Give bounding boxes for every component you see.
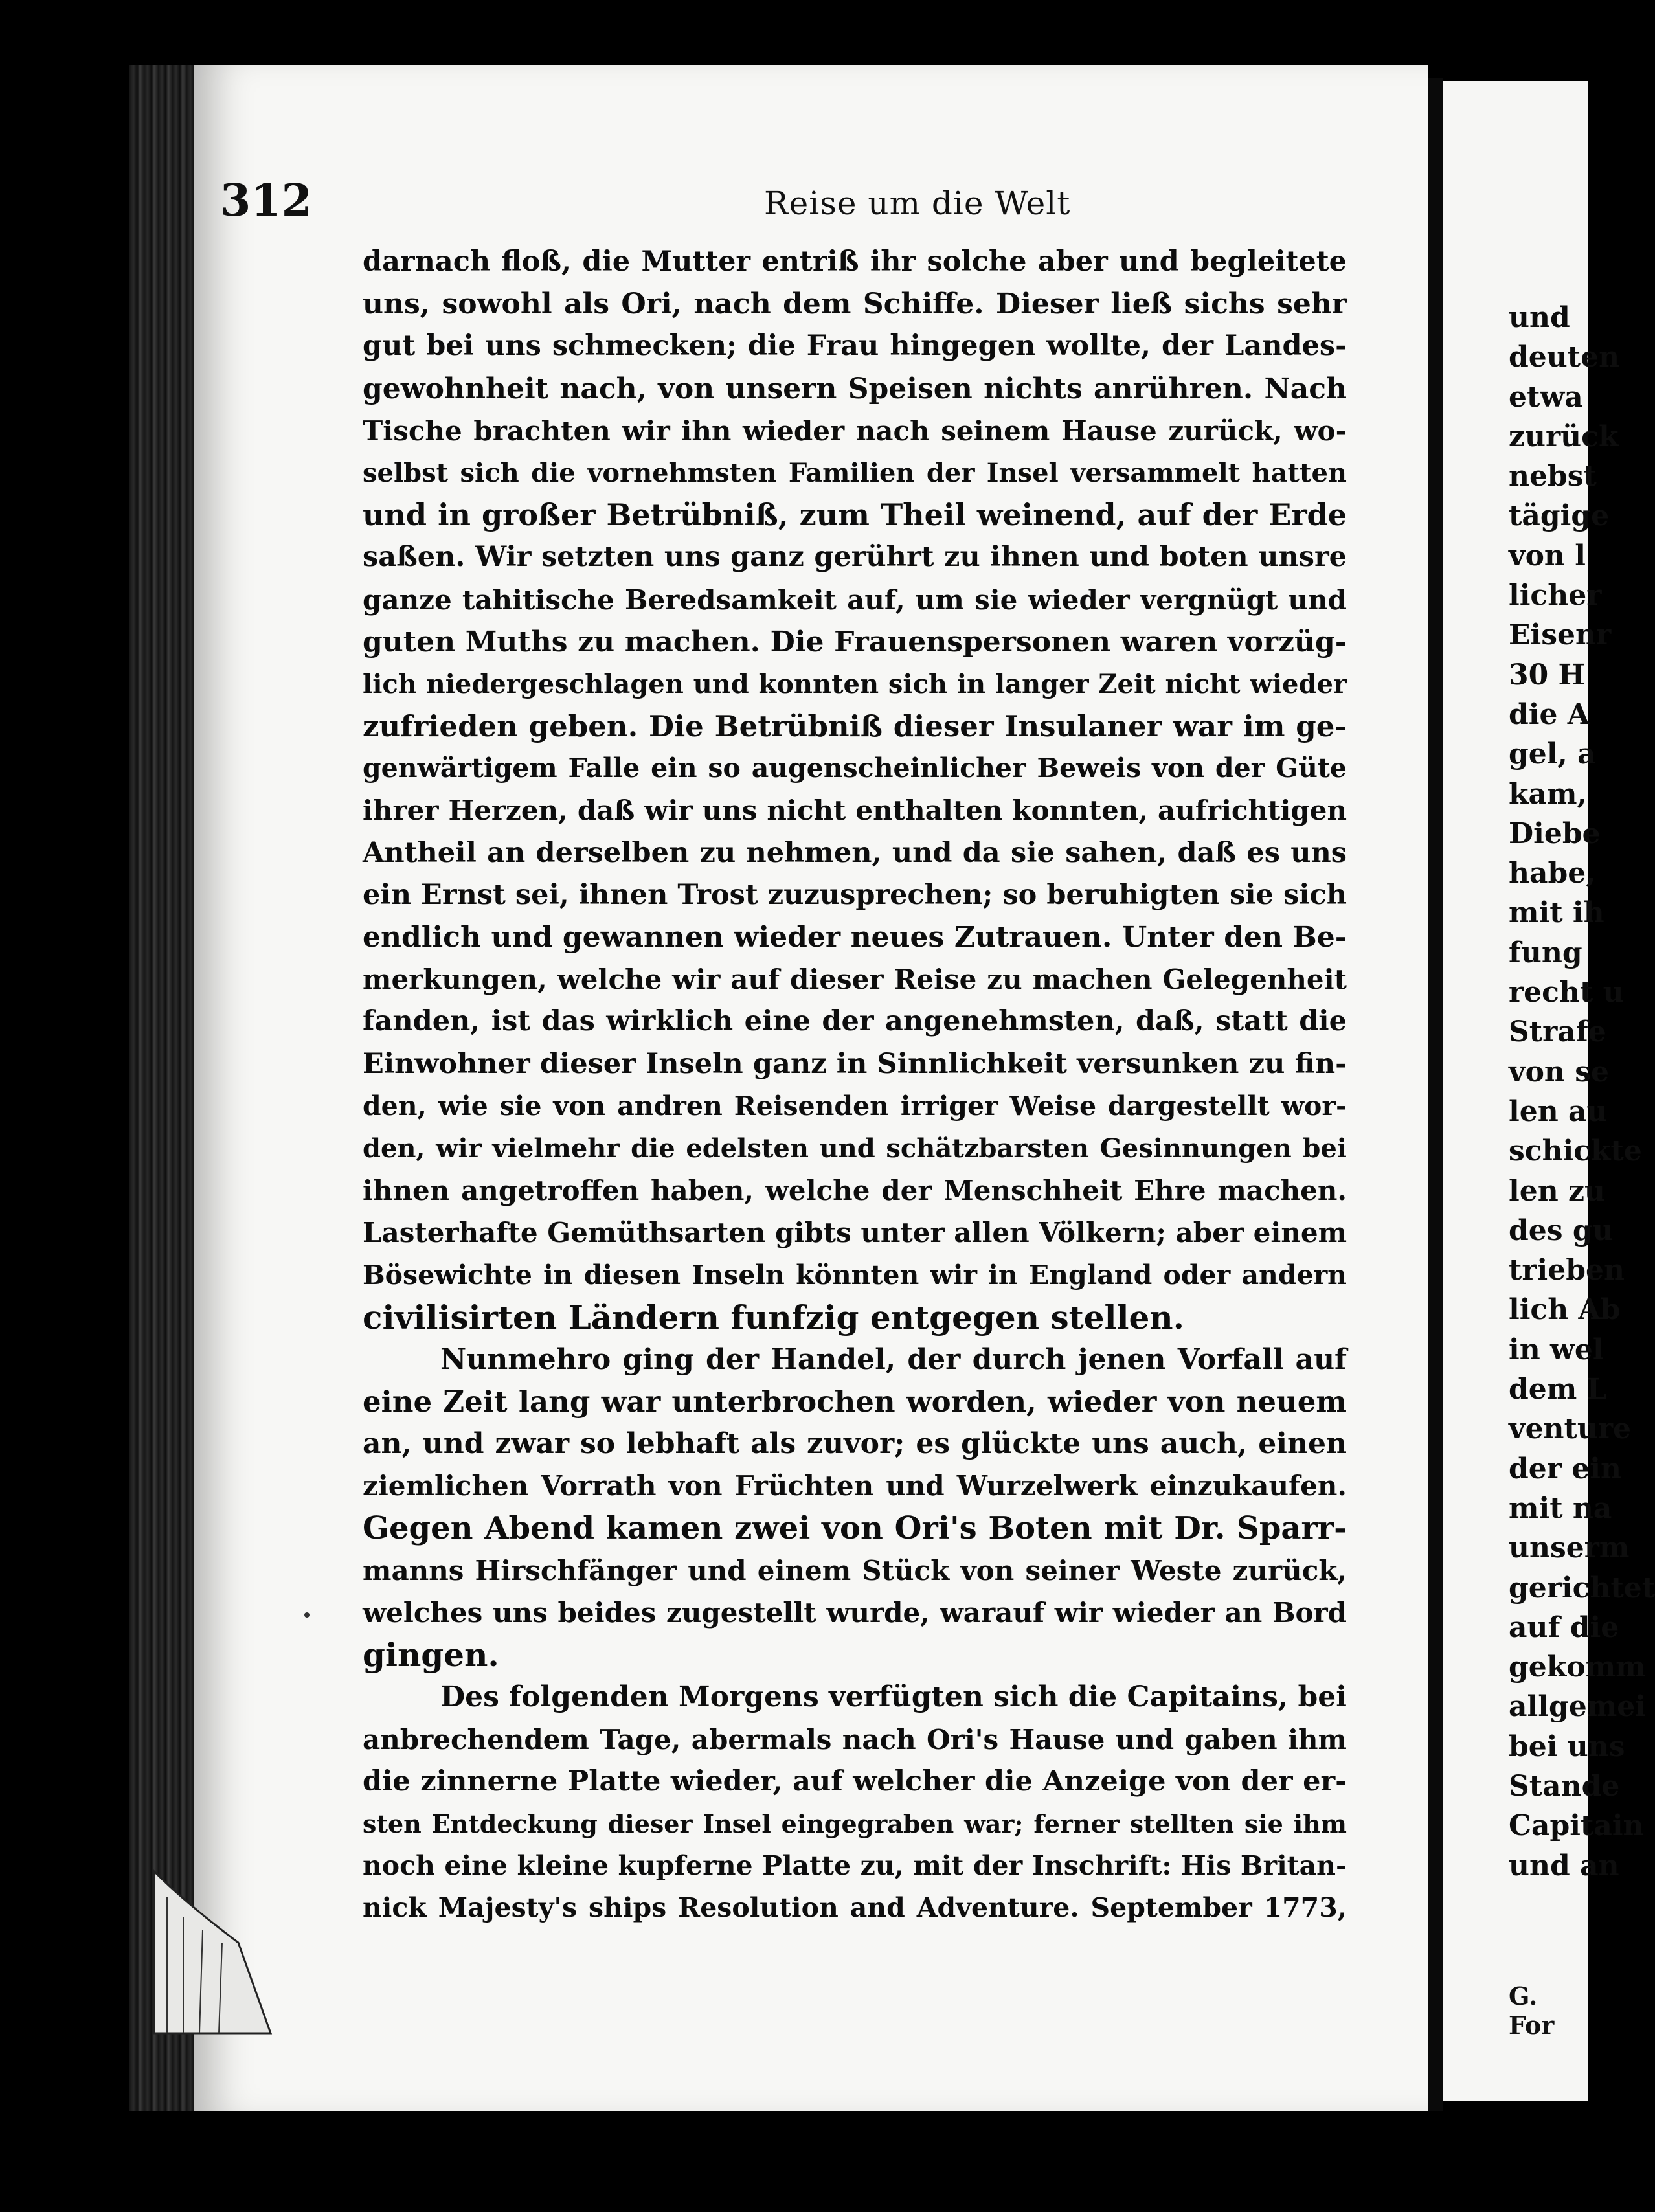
text-line: saßen. Wir setzten uns ganz gerührt zu ihnen und boten unsre <box>363 541 1347 574</box>
facing-text-line: zurück <box>1509 420 1619 453</box>
facing-text-line: Capitain <box>1509 1809 1644 1843</box>
text-line: zufrieden geben. Die Betrübniß dieser Insulaner war im ge- <box>363 709 1347 744</box>
facing-text-line: recht u <box>1509 976 1624 1010</box>
page-number: 312 <box>220 175 312 227</box>
page-gutter <box>1428 78 1443 2111</box>
facing-text-line: deuten <box>1509 341 1620 374</box>
text-line: noch eine kleine kupferne Platte zu, mit der Inschrift: His Britan- <box>363 1850 1347 1882</box>
facing-text-line: len zu <box>1509 1174 1605 1208</box>
facing-text-line: mit na <box>1509 1491 1612 1525</box>
facing-text-line: schickte <box>1509 1134 1642 1168</box>
facing-text-line: habe, <box>1509 857 1596 890</box>
text-line: Gegen Abend kamen zwei von Ori's Boten mit Dr. Sparr- <box>363 1509 1347 1546</box>
text-line: sten Entdeckung dieser Insel eingegraben war; ferner stellten sie ihm <box>363 1809 1347 1838</box>
text-line: ihnen angetroffen haben, welche der Menschheit Ehre machen. <box>363 1175 1347 1207</box>
text-line: ziemlichen Vorrath von Früchten und Wurzelwerk einzukaufen. <box>363 1470 1347 1502</box>
facing-text-line: lich Ab <box>1509 1293 1621 1327</box>
facing-text-line: in wel <box>1509 1333 1604 1366</box>
facing-text-line: venture <box>1509 1412 1632 1446</box>
facing-text-line: Diebe <box>1509 817 1601 850</box>
text-line: Tische brachten wir ihn wieder nach seinem Hause zurück, wo- <box>363 414 1347 447</box>
facing-text-line: und an <box>1509 1849 1619 1882</box>
facing-text-line: dem L <box>1509 1373 1607 1406</box>
facing-text-line: etwa <box>1509 380 1583 414</box>
text-line: genwärtigem Falle ein so augenscheinlicher Beweis von der Güte <box>363 752 1347 784</box>
facing-text-line: Strafe <box>1509 1015 1606 1049</box>
facing-text-line: 30 H <box>1509 658 1586 692</box>
facing-text-line: der ein <box>1509 1452 1621 1485</box>
text-line: ein Ernst sei, ihnen Trost zuzusprechen; so beruhigten sie sich <box>363 878 1347 911</box>
text-line: und in großer Betrübniß, zum Theil weinend, auf der Erde <box>363 497 1347 533</box>
text-line: welches uns beides zugestellt wurde, warauf wir wieder an Bord <box>363 1597 1347 1629</box>
text-line: manns Hirschfänger und einem Stück von seiner Weste zurück, <box>363 1554 1347 1586</box>
text-line: anbrechendem Tage, abermals nach Ori's Hause und gaben ihm <box>363 1723 1347 1755</box>
facing-text-line: tägige <box>1509 499 1610 533</box>
facing-text-line: licher <box>1509 579 1602 613</box>
facing-text-line: und <box>1509 301 1570 334</box>
text-line: den, wir vielmehr die edelsten und schätzbarsten Gesinnungen bei <box>363 1133 1347 1164</box>
text-line: Antheil an derselben zu nehmen, und da sie sahen, daß es uns <box>363 836 1347 869</box>
facing-text-line: auf die <box>1509 1610 1619 1644</box>
text-line: Nunmehro ging der Handel, der durch jenen Vorfall auf <box>440 1342 1347 1376</box>
facing-text-line: kam, <box>1509 777 1587 811</box>
facing-text-line: mit ih <box>1509 896 1604 930</box>
text-line: merkungen, welche wir auf dieser Reise zu machen Gelegenheit <box>363 964 1347 996</box>
text-line: den, wie sie von andren Reisenden irriger Weise dargestellt wor- <box>363 1090 1347 1122</box>
facing-page-text <box>1509 298 1655 1886</box>
facing-text-line: unserm <box>1509 1531 1630 1565</box>
text-line: gut bei uns schmecken; die Frau hingegen wollte, der Landes- <box>363 330 1347 363</box>
text-line: guten Muths zu machen. Die Frauenspersonen waren vorzüg- <box>363 625 1347 659</box>
text-line: an, und zwar so lebhaft als zuvor; es glückte uns auch, einen <box>363 1427 1347 1461</box>
text-line: gewohnheit nach, von unsern Speisen nichts anrühren. Nach <box>363 372 1347 405</box>
ink-speck <box>304 1612 310 1618</box>
facing-text-line: gerichtet <box>1509 1571 1655 1605</box>
text-line: Bösewichte in diesen Inseln könnten wir in England oder andern <box>363 1259 1347 1291</box>
running-head: Reise um die Welt <box>764 185 1071 222</box>
body-text <box>363 241 1347 1930</box>
facing-text-line: des gu <box>1509 1213 1614 1247</box>
text-line: Des folgenden Morgens verfügten sich die Capitains, bei <box>440 1680 1347 1714</box>
text-line: civilisirten Ländern funfzig entgegen stellen. <box>363 1298 1185 1337</box>
facing-page-footer: G. For <box>1509 1981 1555 2040</box>
facing-text-line: gekomm <box>1509 1651 1646 1684</box>
text-line: die zinnerne Platte wieder, auf welcher die Anzeige von der er- <box>363 1765 1347 1798</box>
facing-text-line: trieben <box>1509 1254 1625 1287</box>
facing-text-line: von se <box>1509 1055 1609 1089</box>
facing-text-line: Stande <box>1509 1769 1620 1803</box>
text-line: darnach floß, die Mutter entriß ihr solche aber und begleitete <box>363 245 1347 278</box>
facing-text-line: von l <box>1509 539 1586 572</box>
text-line: fanden, ist das wirklich eine der angenehmsten, daß, statt die <box>363 1005 1347 1038</box>
text-line: endlich und gewannen wieder neues Zutrauen. Unter den Be- <box>363 921 1347 954</box>
text-line: nick Majesty's ships Resolution and Adventure. September 1773, <box>363 1892 1347 1924</box>
page-curl <box>148 1845 277 2040</box>
text-line: Einwohner dieser Inseln ganz in Sinnlichkeit versunken zu fin- <box>363 1047 1347 1080</box>
text-line: Lasterhafte Gemüthsarten gibts unter allen Völkern; aber einem <box>363 1217 1347 1249</box>
text-line: uns, sowohl als Ori, nach dem Schiffe. Dieser ließ sichs sehr <box>363 288 1347 321</box>
text-line: ganze tahitische Beredsamkeit auf, um sie wieder vergnügt und <box>363 583 1347 616</box>
facing-text-line: nebst <box>1509 460 1597 493</box>
text-line: ihrer Herzen, daß wir uns nicht enthalten konnten, aufrichtigen <box>363 795 1347 827</box>
facing-text-line: Eisenr <box>1509 618 1612 652</box>
text-line: selbst sich die vornehmsten Familien der Insel versammelt hatten <box>363 457 1347 488</box>
facing-text-line: len au <box>1509 1094 1608 1128</box>
facing-text-line: gel, a <box>1509 738 1596 771</box>
text-line: lich niedergeschlagen und konnten sich in langer Zeit nicht wieder <box>363 668 1347 699</box>
text-line: gingen. <box>363 1636 499 1675</box>
facing-text-line: die A <box>1509 697 1590 731</box>
text-line: eine Zeit lang war unterbrochen worden, wieder von neuem <box>363 1384 1347 1419</box>
facing-text-line: fung <box>1509 936 1582 969</box>
facing-text-line: bei uns <box>1509 1730 1625 1763</box>
facing-text-line: allgemei <box>1509 1690 1646 1724</box>
